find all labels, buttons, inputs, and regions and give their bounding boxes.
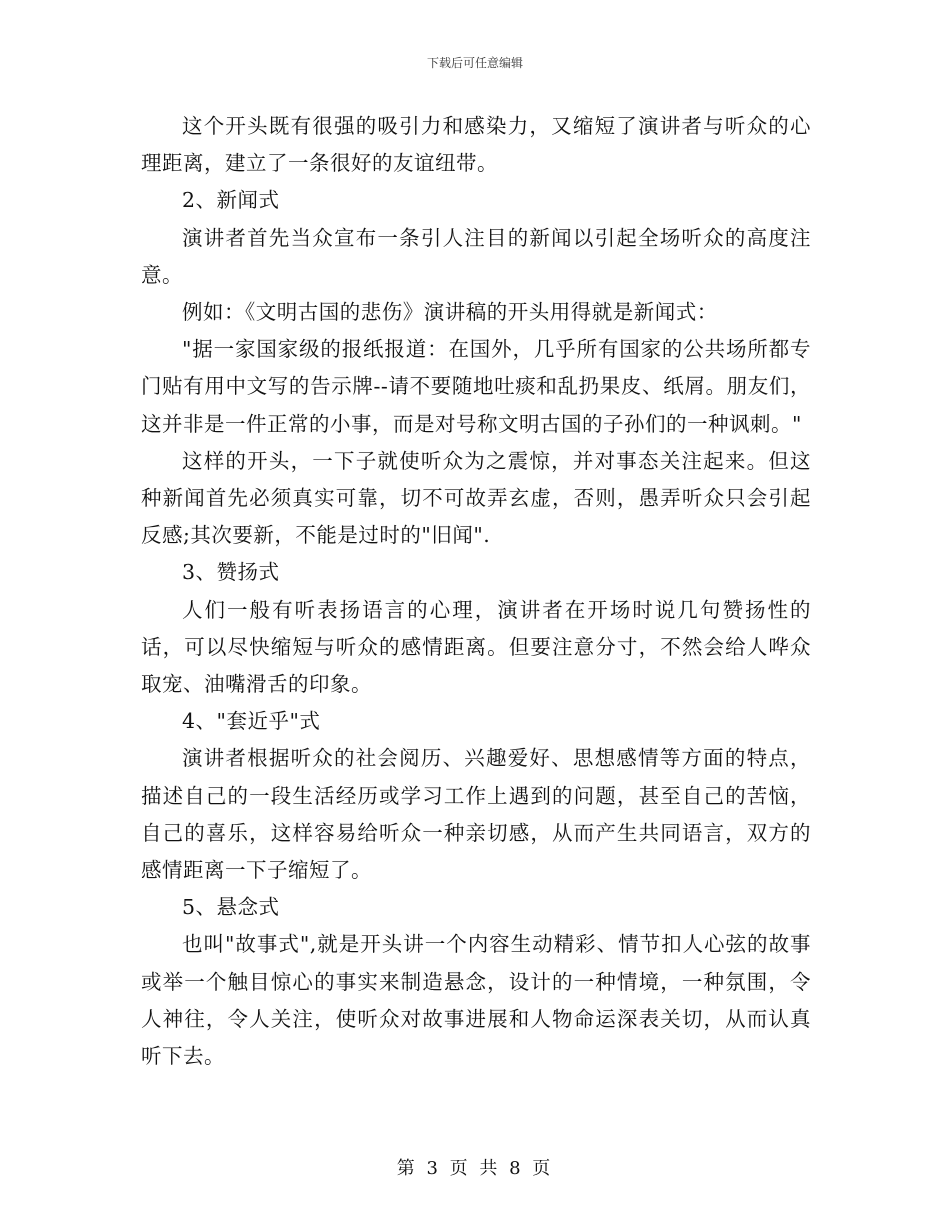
paragraph-news-commentary: 这样的开头，一下子就使听众为之震惊，并对事态关注起来。但这种新闻首先必须真实可靠，切不可故弄玄虚，否则，愚弄听众只会引起反感;其次要新，不能是过时的"旧闻". (141, 448, 811, 548)
section-heading-news: 2、新闻式 (182, 188, 280, 213)
page-header: 下载后可任意编辑 (426, 56, 523, 70)
paragraph-news-example-intro: 例如：《文明古国的悲伤》演讲稿的开头用得就是新闻式： (182, 300, 718, 325)
section-heading-rapport: 4、"套近乎"式 (182, 709, 321, 734)
paragraph-suspense-description: 也叫"故事式",就是开头讲一个内容生动精彩、情节扣人心弦的故事或举一个触目惊心的事实来制造悬念，设计的一种情境，一种氛围，令人神往，令人关注，使听众对故事进展和人物命运深表关切，从而认真听下去。 (141, 932, 811, 1069)
section-heading-praise: 3、赞扬式 (182, 560, 280, 585)
paragraph-praise-description: 人们一般有听表扬语言的心理，演讲者在开场时说几句赞扬性的话，可以尽快缩短与听众的感情距离。但要注意分寸，不然会给人哗众取宠、油嘴滑舌的印象。 (141, 597, 811, 697)
paragraph-news-description: 演讲者首先当众宣布一条引人注目的新闻以引起全场听众的高度注意。 (141, 225, 811, 287)
paragraph-intro-conclusion: 这个开头既有很强的吸引力和感染力，又缩短了演讲者与听众的心理距离，建立了一条很好的友谊纽带。 (141, 114, 811, 176)
paragraph-rapport-description: 演讲者根据听众的社会阅历、兴趣爱好、思想感情等方面的特点，描述自己的一段生活经历或学习工作上遇到的问题，甚至自己的苦恼，自己的喜乐，这样容易给听众一种亲切感，从而产生共同语言，双方的感情距离一下子缩短了。 (141, 746, 811, 883)
document-body (141, 108, 811, 1075)
section-heading-suspense: 5、悬念式 (182, 895, 280, 920)
page-footer-page-number: 第 3 页 共 8 页 (396, 1158, 554, 1179)
paragraph-news-example-quote: "据一家国家级的报纸报道：在国外，几乎所有国家的公共场所都专门贴有用中文写的告示牌--请不要随地吐痰和乱扔果皮、纸屑。朋友们，这并非是一件正常的小事，而是对号称文明古国的子孙们的一种讽刺。" (141, 337, 811, 436)
